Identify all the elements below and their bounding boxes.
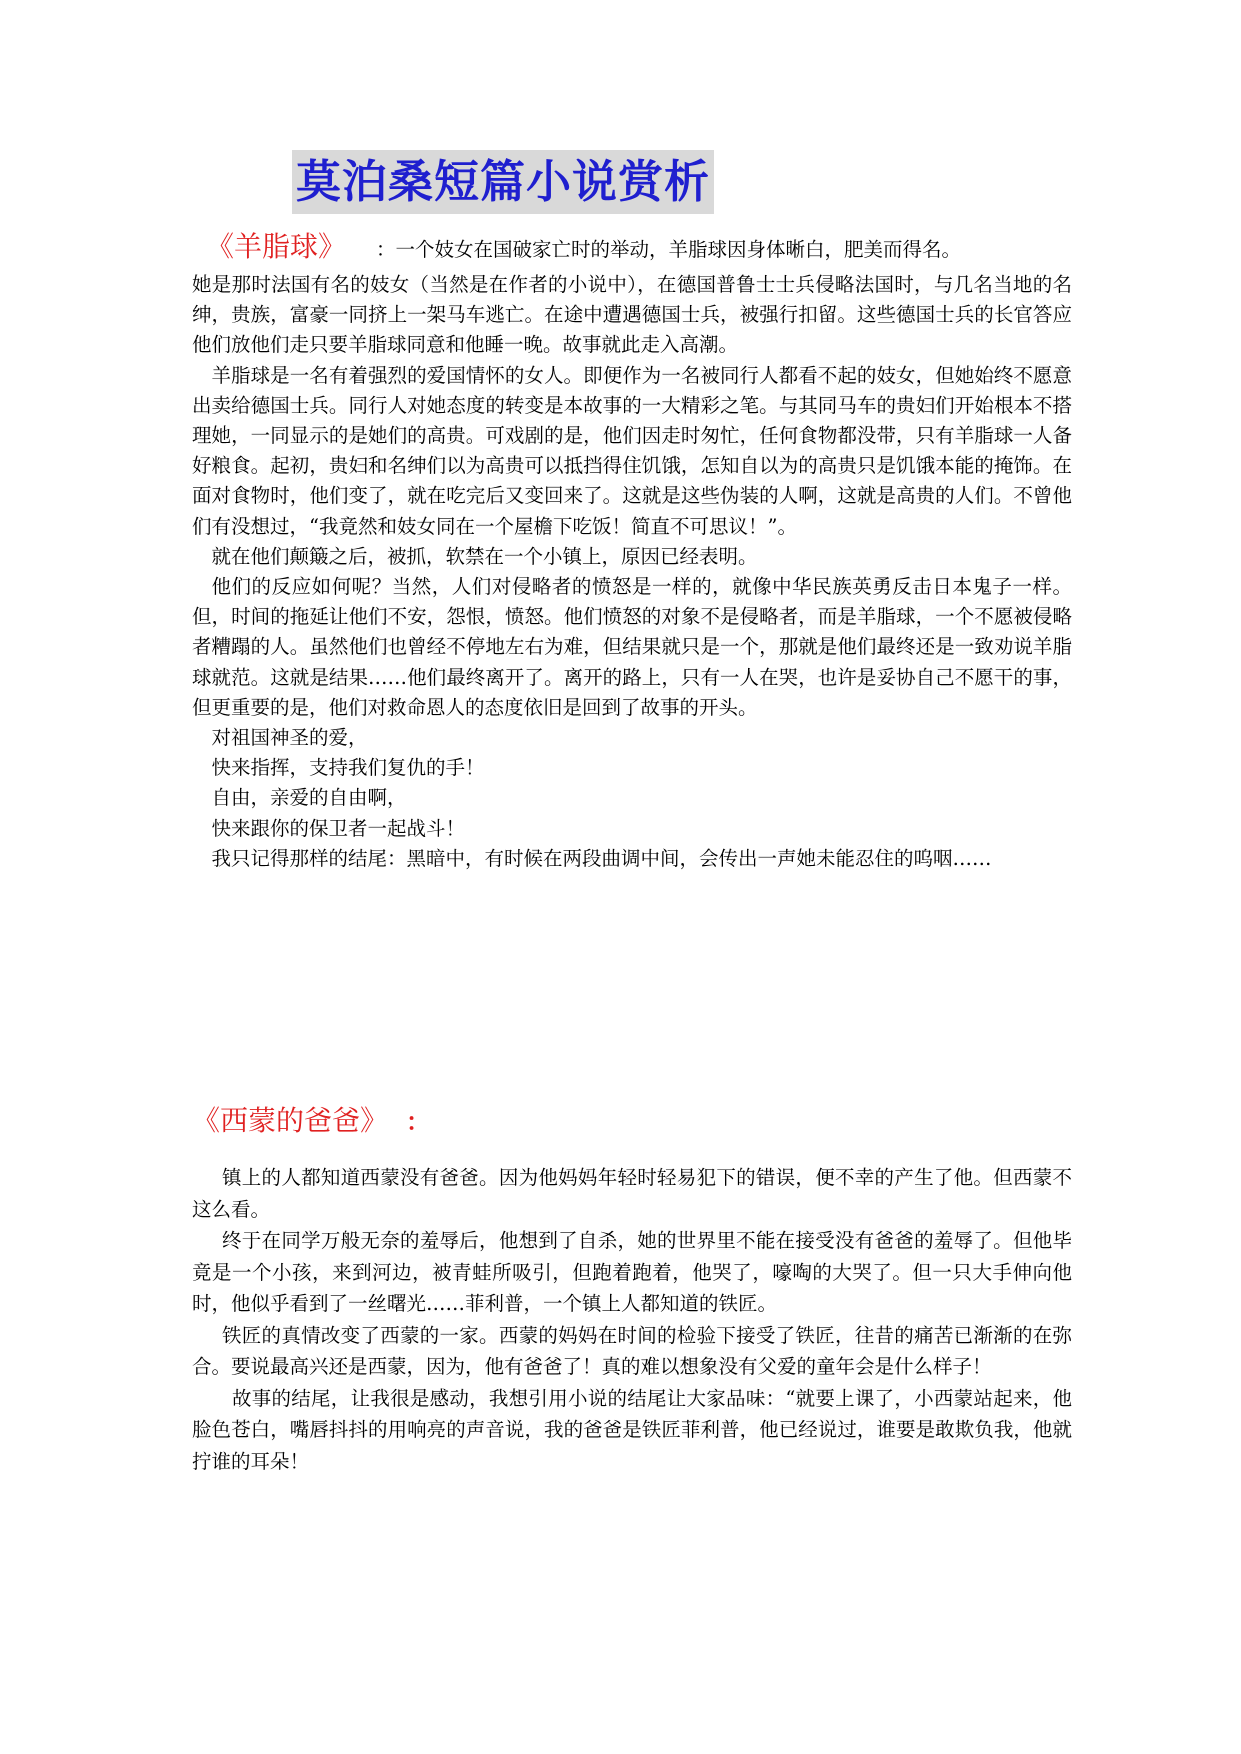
paragraph: 终于在同学万般无奈的羞辱后，他想到了自杀，她的世界里不能在接受没有爸爸的羞辱了。但他毕竟是一个小孩，来到河边，被青蛙所吸引，但跑着跑着，他哭了，嚎啕的大哭了。但一只大手伸向他时，他似乎看到了一丝曙光……菲利普，一个镇上人都知道的铁匠。	[192, 1229, 1072, 1315]
section-title: 《西蒙的爸爸》	[192, 1104, 389, 1137]
paragraph: 羊脂球是一名有着强烈的爱国情怀的女人。即便作为一名被同行人都看不起的妓女，但她始终不愿意出卖给德国士兵。同行人对她态度的转变是本故事的一大精彩之笔。与其同马车的贵妇们开始根本不搭理她，一同显示的是她们的高贵。可戏剧的是，他们因走时匆忙，任何食物都没带，只有羊脂球一人备好粮食。起初，贵妇和名绅们以为高贵可以抵挡得住饥饿，怎知自以为的高贵只是饥饿本能的掩饰。在面对食物时，他们变了，就在吃完后又变回来了。这就是这些伪装的人啊，这就是高贵的人们。不曾他们有没想过，“我竟然和妓女同在一个屋檐下吃饭！简直不可思议！”。	[192, 363, 1072, 538]
paragraph: 铁匠的真情改变了西蒙的一家。西蒙的妈妈在时间的检验下接受了铁匠，往昔的痛苦已渐渐的在弥合。要说最高兴还是西蒙，因为，他有爸爸了！真的难以想象没有父爱的童年会是什么样子！	[192, 1323, 1072, 1378]
poem-line: 自由，亲爱的自由啊，	[211, 786, 407, 810]
page-title: 莫泊桑短篇小说赏析	[292, 150, 714, 214]
paragraph: 我只记得那样的结尾：黑暗中，有时候在两段曲调中间，会传出一声她未能忍住的呜咽……	[211, 846, 992, 870]
section-body	[192, 1162, 1072, 1477]
paragraph: 他们的反应如何呢？当然，人们对侵略者的愤怒是一样的，就像中华民族英勇反击日本鬼子一样。但，时间的拖延让他们不安，怨恨，愤怒。他们愤怒的对象不是侵略者，而是羊脂球，一个不愿被侵略者糟蹋的人。虽然他们也曾经不停地左右为难，但结果就只是一个，那就是他们最终还是一致劝说羊脂球就范。这就是结果……他们最终离开了。离开的路上，只有一人在哭，也许是妥协自己不愿干的事，但更重要的是，他们对救命恩人的态度依旧是回到了故事的开头。	[192, 575, 1072, 719]
paragraph: 故事的结尾，让我很是感动，我想引用小说的结尾让大家品味：“就要上课了，小西蒙站起来，他脸色苍白，嘴唇抖抖的用响亮的声音说，我的爸爸是铁匠菲利普，他已经说过，谁要是敢欺负我，他就拧谁的耳朵！	[192, 1386, 1072, 1473]
section-title: 《羊脂球》	[206, 230, 347, 263]
section-heading	[192, 222, 1072, 272]
poem-line: 对祖国神圣的爱，	[211, 726, 368, 750]
section-intro: ：一个妓女在国破家亡时的举动，羊脂球因身体晰白，肥美而得名。	[376, 238, 962, 261]
paragraph: 就在他们颠簸之后，被抓，软禁在一个小镇上，原因已经表明。	[211, 544, 758, 568]
section-colon: ：	[406, 1107, 431, 1136]
section-ximeng	[192, 1098, 1072, 1477]
poem-line: 快来指挥，支持我们复仇的手！	[211, 756, 485, 780]
section-heading	[192, 1098, 1072, 1144]
section-yangzhiqiu	[192, 222, 1072, 874]
paragraph: 她是那时法国有名的妓女（当然是在作者的小说中），在德国普鲁士士兵侵略法国时，与几名当地的名绅，贵族，富豪一同挤上一架马车逃亡。在途中遭遇德国士兵，被强行扣留。这些德国士兵的长官答应他们放他们走只要羊脂球同意和他睡一晚。故事就此走入高潮。	[192, 273, 1072, 357]
poem-line: 快来跟你的保卫者一起战斗！	[211, 816, 466, 840]
paragraph: 镇上的人都知道西蒙没有爸爸。因为他妈妈年轻时轻易犯下的错误，便不幸的产生了他。但西蒙不这么看。	[192, 1166, 1072, 1221]
